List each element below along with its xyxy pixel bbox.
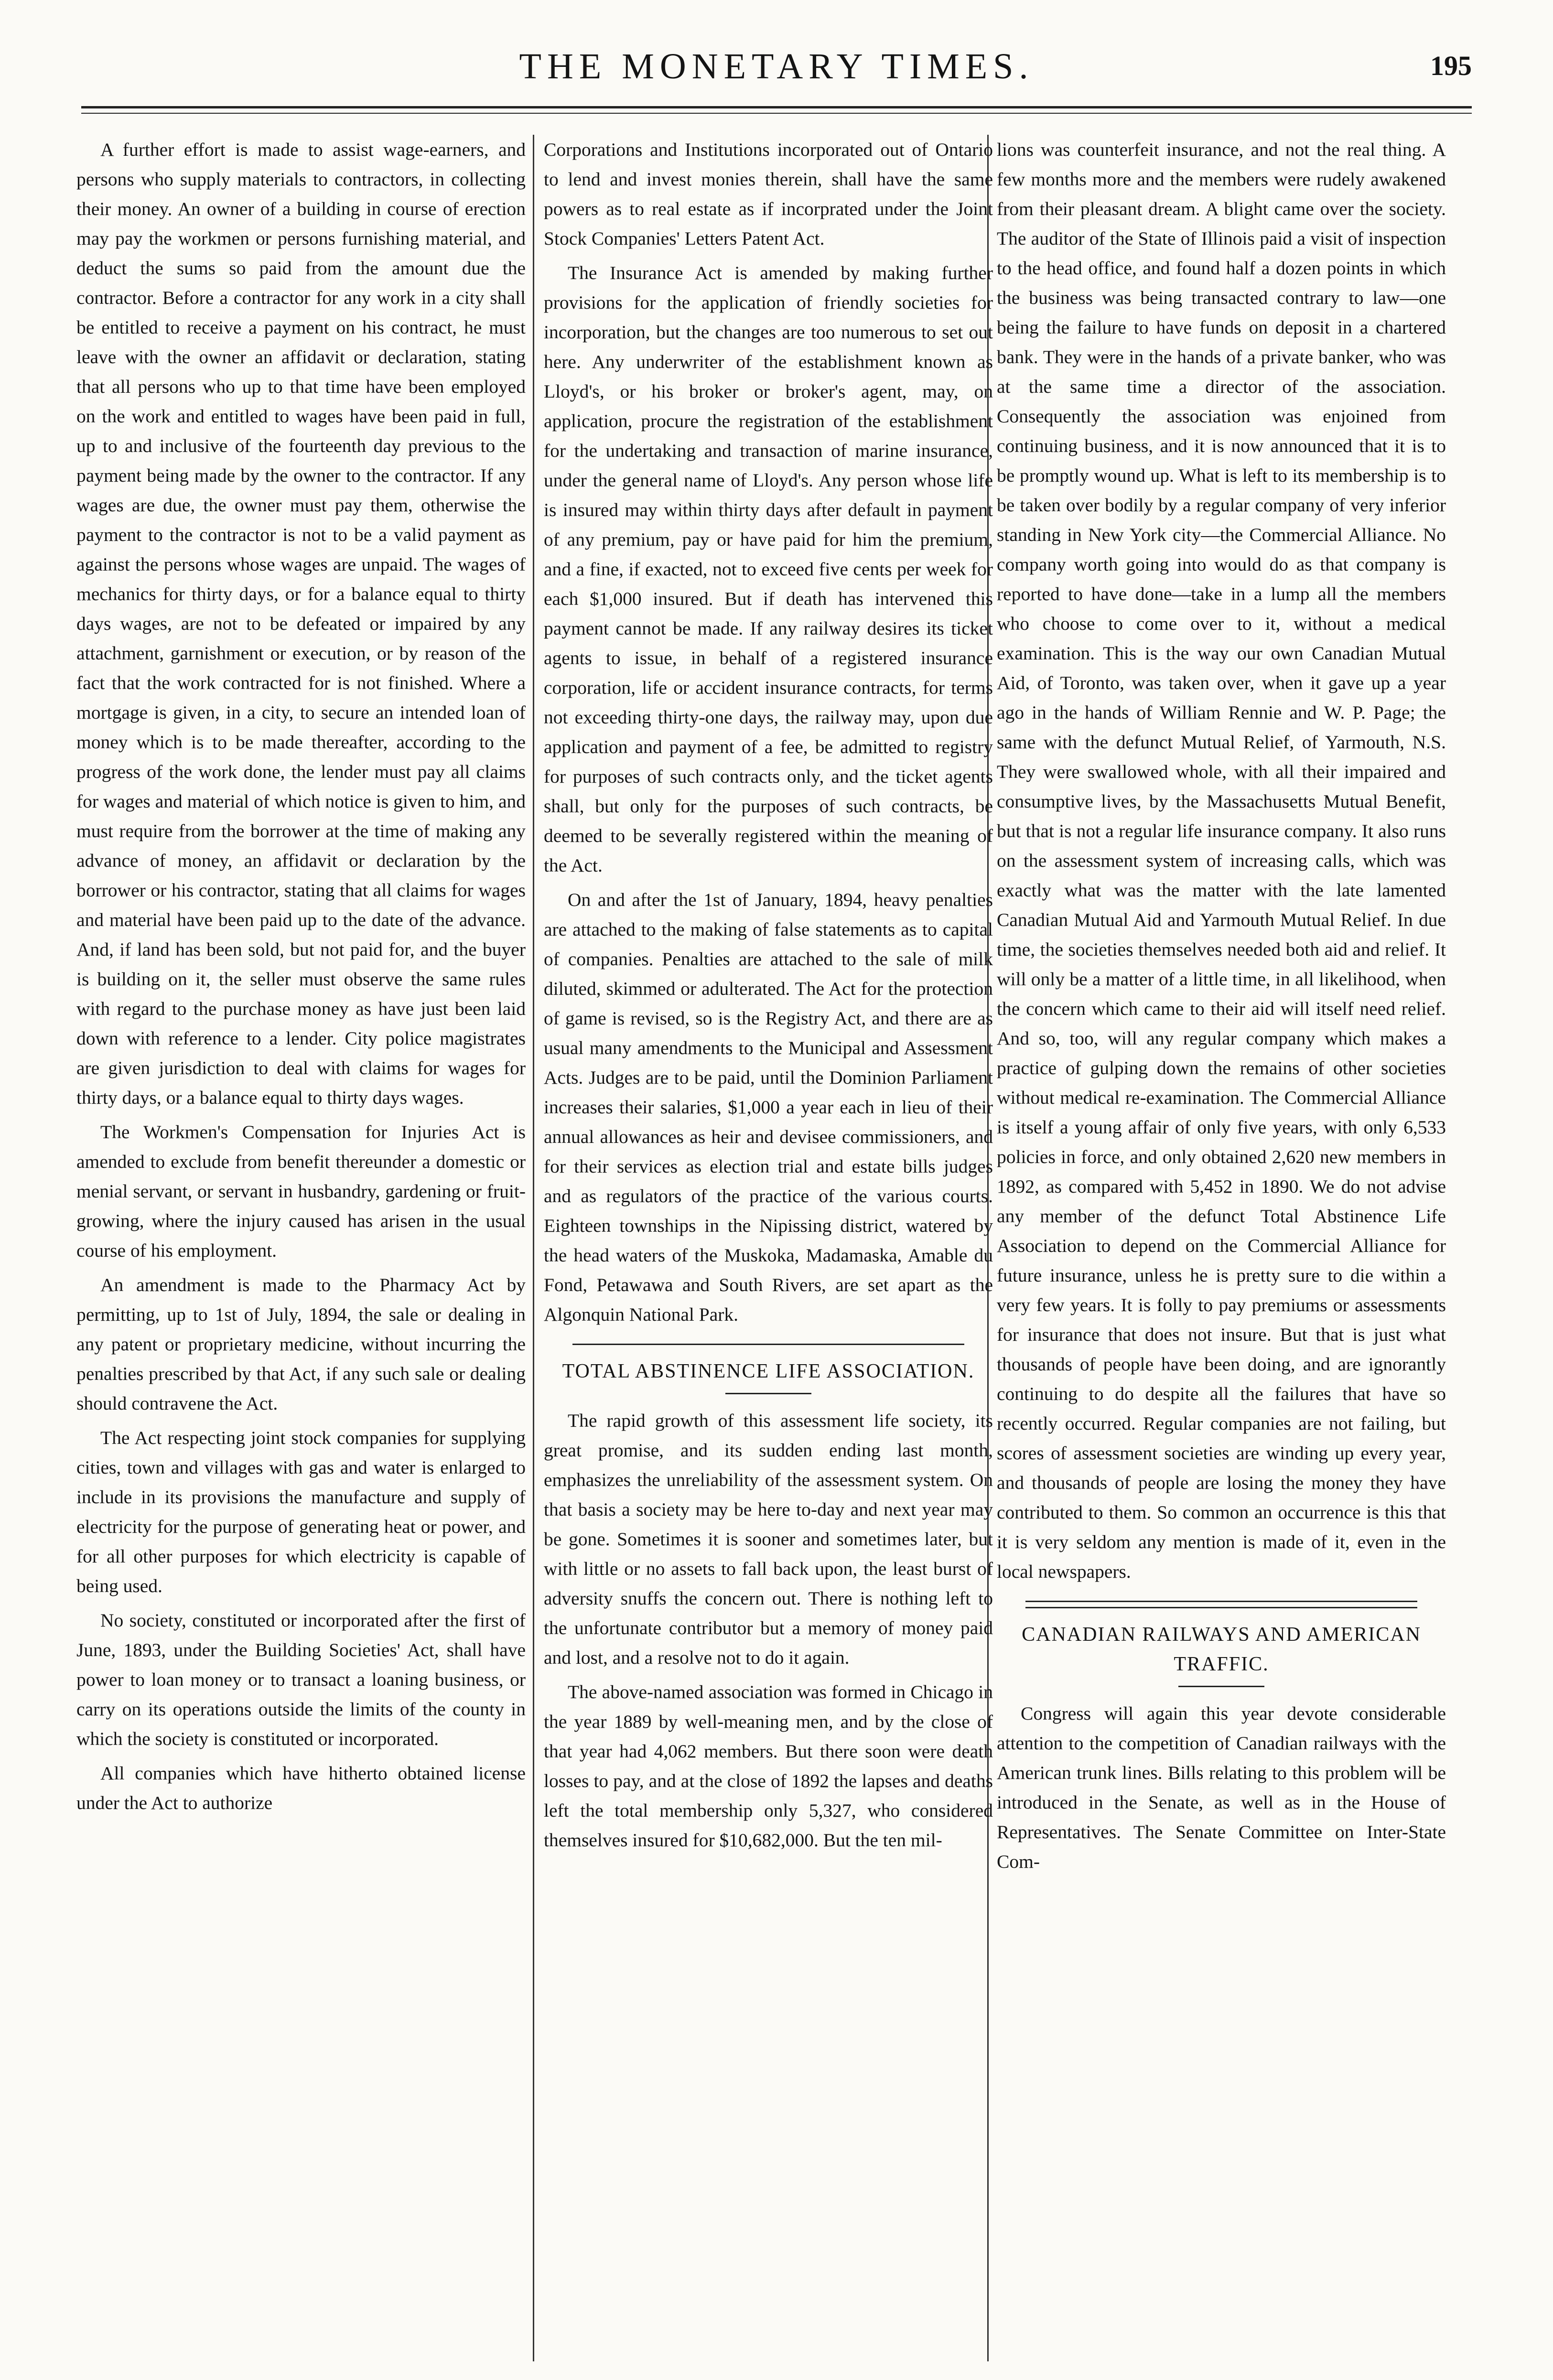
article-paragraph: Congress will again this year devote considerable attention to the competition of Canadian railways with the American trunk lines. Bills relating to this problem will be introduced in the Senate, as well as in the House of Representatives. The Senate Committee on Inter-State Com- [997, 1703, 1446, 1872]
article-paragraph: No society, constituted or incorporated after the first of June, 1893, under the Building Societies' Act, shall have power to loan money or to transact a loaning business, or carry on its operations outside the limits of the county in which the society is constituted or incorporated. [76, 1610, 526, 1749]
section-rule-2 [1025, 1607, 1417, 1608]
article-paragraph: A further effort is made to assist wage-earners, and persons who supply materials to contractors, in collecting their money. An owner of a building in course of erection may pay the workmen or persons furnishing material, and deduct the sums so paid from the amount due the contractor. Before a contractor for any work in a city shall be entitled to receive a payment on his contract, he must leave with the owner an affidavit or declaration, stating that all persons who up to that time have been employed on the work and entitled to wages have been paid in full, up to and inclusive of the fourteenth day previous to the payment being made by the owner to the contractor. If any wages are due, the owner must pay them, otherwise the payment to the contractor is not to be a valid payment as against the persons whose wages are unpaid. The wages of mechanics for thirty days, or for a balance equal to thirty days wages, are not to be defeated or impaired by any attachment, garnishment or execution, or by reason of the fact that the work contracted for is not finished. Where a mortgage is given, in a city, to secure an intended loan of money which is to be made thereafter, according to the progress of the work done, the lender must pay all claims for wages and material of which notice is given to him, and must require from the borrower at the time of making any advance of money, an affidavit or declaration by the borrower or his contractor, stating that all claims for wages and material have been paid up to the date of the advance. And, if land has been sold, but not paid for, and the buyer is building on it, the seller must observe the same rules with regard to the purchase money as have just been laid down with reference to a lender. City police magistrates are given jurisdiction to deal with claims for wages for thirty days, or a balance equal to thirty days wages. [76, 139, 526, 1108]
section-heading: CANADIAN RAILWAYS AND AMERICAN TRAFFIC. [1022, 1624, 1421, 1675]
article-paragraph: The Insurance Act is amended by making further provisions for the application of friendly societies for incorporation, but the changes are too numerous to set out here. Any underwriter of the establishment known as Lloyd's, or his broker or broker's agent, may, on application, procure the registration of the establishment for the undertaking and transaction of marine insurance, under the general name of Lloyd's. Any person whose life is insured may within thirty days after default in payment of any premium, pay or have paid for him the premium, and a fine, if exacted, not to exceed five cents per week for each $1,000 insured. But if death has intervened this payment cannot be made. If any railway desires its ticket agents to issue, in behalf of a registered insurance corporation, life or accident insurance contracts, for terms not exceeding thirty-one days, the railway may, upon due application and payment of a fee, be admitted to registry for purposes of such contracts only, and the ticket agents shall, but only for the purposes of such contracts, be deemed to be severally registered within the meaning of the Act. [544, 262, 993, 876]
article-paragraph: The above-named association was formed in Chicago in the year 1889 by well-meaning men, and by the close of that year had 4,062 members. But there soon were death losses to pay, and at the close of 1892 the lapses and deaths left the total membership only 5,327, who considered themselves insured for $10,682,000. But the ten mil- [544, 1681, 993, 1851]
heading-rule [1178, 1686, 1264, 1687]
section-heading: TOTAL ABSTINENCE LIFE ASSOCIATION. [562, 1360, 975, 1382]
article-paragraph: An amendment is made to the Pharmacy Act by permitting, up to 1st of July, 1894, the sale or dealing in any patent or proprietary medicine, without incurring the penalties prescribed by that Act, if any such sale or dealing should contravene the Act. [76, 1274, 526, 1414]
article-paragraph: The Workmen's Compensation for Injuries Act is amended to exclude from benefit thereunder a domestic or menial servant, or servant in husbandry, gardening or fruit-growing, where the injury caused has arisen in the usual course of his employment. [76, 1121, 526, 1261]
article-paragraph: On and after the 1st of January, 1894, heavy penalties are attached to the making of false statements as to capital of companies. Penalties are attached to the sale of milk diluted, skimmed or adulterated. The Act for the protection of game is revised, so is the Registry Act, and there are as usual many amendments to the Municipal and Assessment Acts. Judges are to be paid, until the Dominion Parliament increases their salaries, $1,000 a year each in lieu of their annual allowances as heir and devisee commissioners, and for their services as election trial and estate bills judges and as regulators of the practice of the various courts. Eighteen townships in the Nipissing district, watered by the head waters of the Muskoka, Madamaska, Amable du Fond, Petawawa and South Rivers, are set apart as the Algonquin National Park. [544, 889, 993, 1325]
page-number: 195 [1430, 50, 1472, 81]
article-paragraph: The Act respecting joint stock companies for supplying cities, town and villages with gas and water is enlarged to include in its provisions the manufacture and supply of electricity for the purpose of generating heat or power, and for all other purposes for which electricity is capable of being used. [76, 1427, 526, 1596]
heading-rule [725, 1393, 811, 1394]
section-rule [1025, 1601, 1417, 1602]
column-1 [76, 135, 526, 2361]
article-paragraph: Corporations and Institutions incorporated out of Ontario to lend and invest monies therein, shall have the same powers as to real estate as if incorprated under the Joint Stock Companies' Letters Patent Act. [544, 139, 993, 249]
section-rule [572, 1344, 964, 1345]
article-paragraph: lions was counterfeit insurance, and not the real thing. A few months more and the members were rudely awakened from their pleasant dream. A blight came over the society. The auditor of the State of Illinois paid a visit of inspection to the head office, and found half a dozen points in which the business was being transacted contrary to law—one being the failure to have funds on deposit in a chartered bank. They were in the hands of a private banker, who was at the same time a director of the association. Consequently the association was enjoined from continuing business, and it is now announced that it is to be promptly wound up. What is left to its membership is to be taken over bodily by a regular company of very inferior standing in New York city—the Commercial Alliance. No company worth going into would do as that company is reported to have done—take in a lump all the members who choose to come over to it, without a medical examination. This is the way our own Canadian Mutual Aid, of Toronto, was taken over, when it gave up a year ago in the hands of William Rennie and W. P. Page; the same with the defunct Mutual Relief, of Yarmouth, N.S. They were swallowed whole, with all their impaired and consumptive lives, by the Massachusetts Mutual Benefit, but that is not a regular life insurance company. It also runs on the assessment system of increasing calls, which was exactly what was the matter with the late lamented Canadian Mutual Aid and Yarmouth Mutual Relief. In due time, the societies themselves needed both aid and relief. It will only be a matter of a little time, in all likelihood, when the concern which came to their aid will itself need relief. And so, too, will any regular company which makes a practice of gulping down the remains of other societies without medical re-examination. The Commercial Alliance is itself a young affair of only five years, with only 6,533 policies in force, and only obtained 2,620 new members in 1892, as compared with 5,452 in 1890. We do not advise any member of the defunct Total Abstinence Life Association to depend on the Commercial Alliance for future insurance, unless he is pretty sure to die within a very few years. It is folly to pay premiums or assessments for insurance that does not insure. But that is just what thousands of people have been doing, and are ignorantly continuing to do despite all the failures that have so recently occurred. Regular companies are not failing, but scores of assessment societies are winding up every year, and thousands of people are losing the money they have contributed to them. So common an occurrence is this that it is very seldom any mention is made of it, even in the local newspapers. [997, 139, 1446, 1582]
column-3 [997, 135, 1446, 2361]
publication-title: THE MONETARY TIMES. [519, 46, 1034, 86]
article-paragraph: The rapid growth of this assessment life society, its great promise, and its sudden ending last month, emphasizes the unreliability of the assessment system. On that basis a society may be here to-day and next year may be gone. Sometimes it is sooner and sometimes later, but with little or no assets to fall back upon, the least burst of adversity snuffs the concern out. There is nothing left to the unfortunate contributor but a memory of money paid and lost, and a resolve not to do it again. [544, 1410, 993, 1668]
masthead [81, 46, 1472, 98]
masthead-rule-thin [81, 113, 1472, 114]
column-divider [533, 135, 534, 2361]
article-paragraph: All companies which have hitherto obtained license under the Act to authorize [76, 1763, 526, 1813]
masthead-rule [81, 106, 1472, 108]
column-2 [544, 135, 993, 2361]
